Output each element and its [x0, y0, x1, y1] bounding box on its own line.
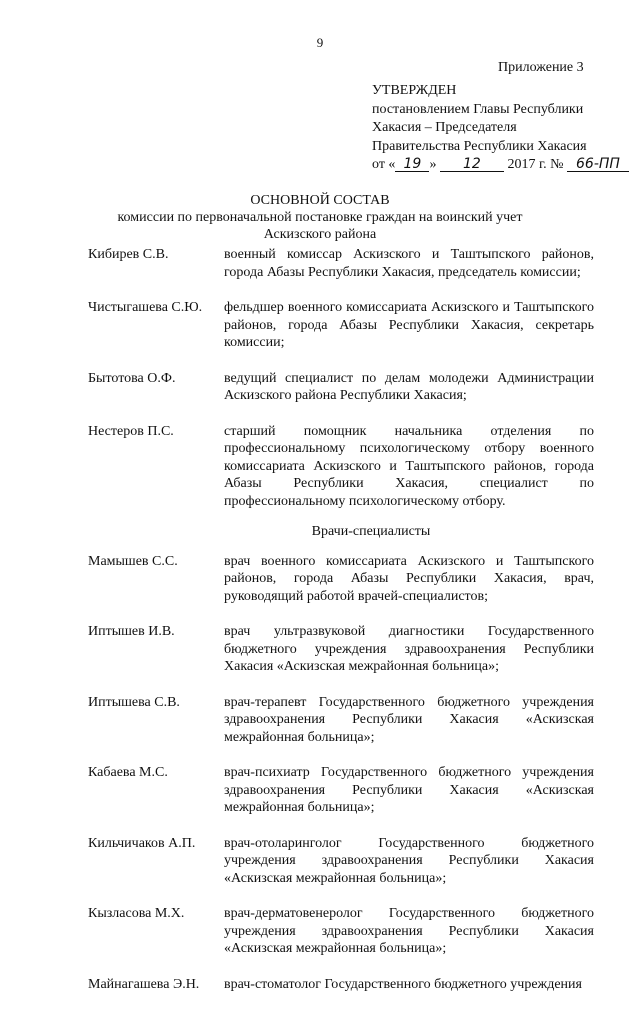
member-name: Бытотова О.Ф. — [88, 370, 176, 386]
appendix-label: Приложение 3 — [498, 60, 584, 75]
year-text: 2017 г. № — [507, 157, 564, 172]
doctor-row — [88, 553, 594, 606]
doctor-name: Кабаева М.С. — [88, 765, 168, 780]
doctor-row — [88, 623, 594, 676]
member-name: Кибирев С.В. — [88, 247, 169, 262]
member-name: Нестеров П.С. — [88, 423, 174, 439]
member-row — [88, 246, 594, 281]
document-heading — [0, 192, 640, 243]
approval-line: постановлением Главы Республики — [372, 101, 584, 117]
approval-block — [372, 82, 629, 175]
doctor-position: врач-психиатр Государственного бюджетного учреждения здравоохранения Республики Хакасия «Аскизская межрайонная больница»; — [224, 765, 594, 815]
doctor-name: Иптышева С.В. — [88, 694, 180, 710]
member-row — [88, 423, 594, 511]
approval-title: УТВЕРЖДЕН — [372, 83, 457, 98]
doctor-name: Иптышев И.В. — [88, 624, 175, 639]
member-name: Чистыгашева С.Ю. — [88, 300, 203, 315]
doctor-position: врач-отоларинголог Государственного бюджетного учреждения здравоохранения Республики Хакасия «Аскизская межрайонная больница»; — [224, 835, 594, 886]
commission-roster — [88, 246, 594, 1011]
member-position: фельдшер военного комиссариата Аскизского и Таштыпского районов, города Абазы Республики Хакасия, секретарь комиссии; — [224, 300, 594, 350]
member-position: ведущий специалист по делам молодежи Администрации Аскизского района Республики Хакасия; — [224, 370, 594, 403]
approval-line: Хакасия – Председателя — [372, 120, 517, 135]
approval-date-line — [372, 156, 629, 175]
member-row — [88, 370, 594, 405]
member-position: старший помощник начальника отделения по профессиональному психологическому отбору военного комиссариата Аскизского и Таштыпского районов, города Абазы Республики Хакасия, специалист по профессиональному психологическому отбору. — [224, 423, 594, 509]
doctor-row — [88, 764, 594, 817]
handwritten-number: 66-ПП — [567, 157, 629, 172]
date-mid: » — [429, 157, 437, 172]
doctor-row — [88, 976, 594, 994]
doctor-position: врач военного комиссариата Аскизского и Таштыпского районов, города Абазы Республики Хакасия, врач, руководящий работой врачей-специалистов; — [224, 553, 594, 604]
doctor-position: врач-стоматолог Государственного бюджетного учреждения — [224, 976, 582, 992]
handwritten-day: 19 — [395, 157, 429, 172]
doctor-name: Майнагашева Э.Н. — [88, 976, 200, 992]
doctor-name: Кызласова М.Х. — [88, 906, 185, 921]
member-row — [88, 299, 594, 352]
doctor-name: Мамышев С.С. — [88, 553, 178, 569]
date-prefix: от « — [372, 157, 396, 172]
doctor-row — [88, 905, 594, 958]
member-position: военный комиссар Аскизского и Таштыпского районов, города Абазы Республики Хакасия, председатель комиссии; — [224, 247, 594, 280]
doctor-row — [88, 835, 594, 888]
heading-subtitle: комиссии по первоначальной постановке граждан на воинский учет — [117, 210, 523, 225]
doctor-row — [88, 694, 594, 747]
page-number: 9 — [316, 35, 324, 50]
doctor-position: врач ультразвуковой диагностики Государственного бюджетного учреждения здравоохранения Республики Хакасия «Аскизская межрайонная больница»; — [224, 624, 594, 674]
doctor-position: врач-терапевт Государственного бюджетного учреждения здравоохранения Республики Хакасия «Аскизская межрайонная больница»; — [224, 694, 594, 745]
handwritten-month: 12 — [440, 157, 504, 172]
doctor-name: Кильчичаков А.П. — [88, 835, 196, 851]
approval-line: Правительства Республики Хакасия — [372, 138, 587, 154]
heading-subtitle-district: Аскизского района — [263, 227, 377, 242]
doctor-position: врач-дерматовенеролог Государственного бюджетного учреждения здравоохранения Республики Хакасия «Аскизская межрайонная больница»; — [224, 906, 594, 956]
heading-title: ОСНОВНОЙ СОСТАВ — [250, 193, 390, 208]
section-heading-doctors: Врачи-специалисты — [311, 524, 431, 539]
